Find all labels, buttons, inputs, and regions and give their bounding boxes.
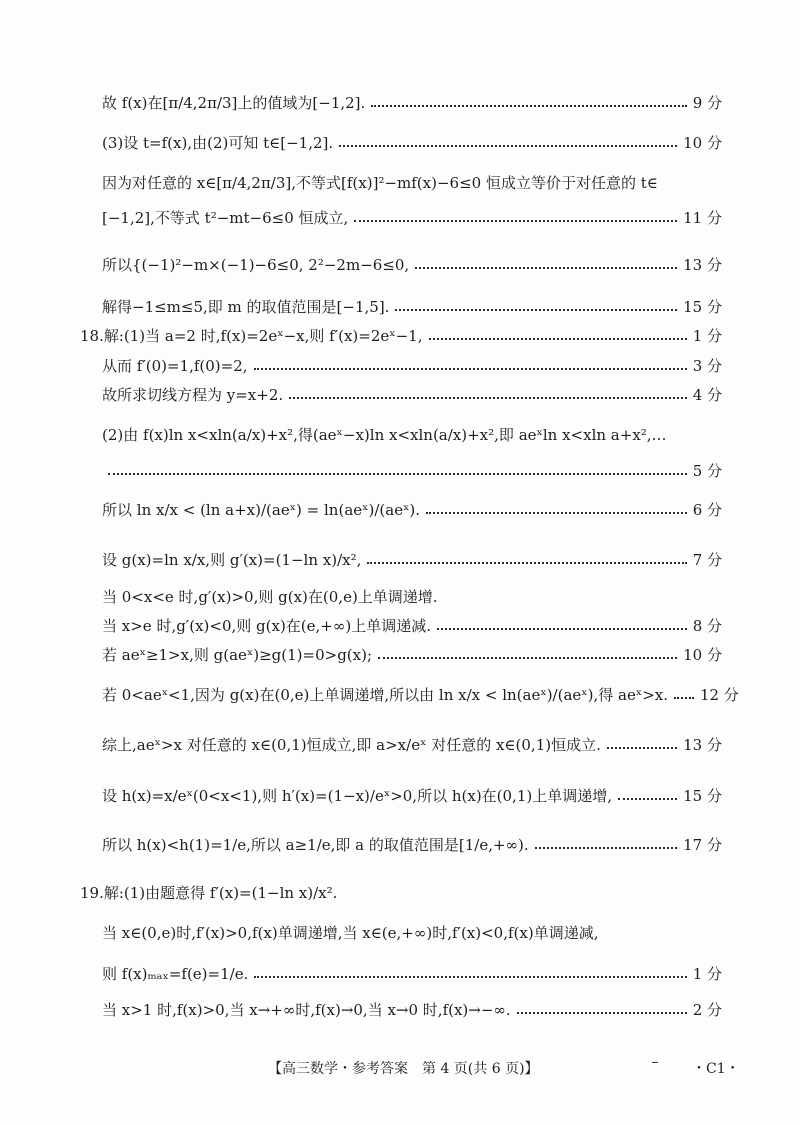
line-text: 所以{(−1)²−m×(−1)−6≤0, 2²−2m−6≤0, bbox=[102, 256, 410, 274]
line-text: 设 h(x)=x/eˣ(0<x<1),则 h′(x)=(1−x)/eˣ>0,所以 h(x)在(0,1)上单调递增, bbox=[102, 787, 612, 805]
line-text: 故 f(x)在[π/4,2π/3]上的值域为[−1,2]. bbox=[102, 94, 366, 112]
leader-dots bbox=[674, 697, 694, 699]
line-text: 若 0<aeˣ<1,因为 g(x)在(0,e)上单调递增,所以由 ln x/x < ln(aeˣ)/(aeˣ),得 aeˣ>x. bbox=[102, 686, 668, 704]
line-text: 所以 ln x/x < (ln a+x)/(aeˣ) = ln(aeˣ)/(aeˣ). bbox=[102, 501, 421, 519]
line-9 bbox=[102, 388, 722, 403]
score: 13 分 bbox=[683, 736, 722, 754]
score: 10 分 bbox=[683, 134, 722, 152]
line-text: 则 f(x)ₘₐₓ=f(e)=1/e. bbox=[102, 965, 249, 983]
score: 17 分 bbox=[683, 836, 722, 854]
leader-dots bbox=[371, 105, 686, 107]
score: 15 分 bbox=[683, 298, 722, 316]
leader-dots bbox=[339, 145, 677, 147]
line-23 bbox=[102, 967, 722, 982]
line-text: 所以 h(x)<h(1)=1/e,所以 a≥1/e,即 a 的取值范围是[1/e,+∞). bbox=[102, 836, 529, 854]
line-text: 18.解:(1)当 a=2 时,f(x)=2eˣ−x,则 f′(x)=2eˣ−1, bbox=[80, 327, 423, 345]
line-20 bbox=[102, 838, 722, 853]
leader-dots bbox=[367, 562, 686, 564]
line-12 bbox=[102, 503, 722, 518]
score: 3 分 bbox=[692, 357, 722, 375]
line-19 bbox=[102, 789, 722, 804]
line-1 bbox=[102, 96, 722, 111]
leader-dots bbox=[289, 397, 687, 399]
footer-title: 【高三数学・参考答案 第 4 页(共 6 页)】 bbox=[268, 1061, 539, 1077]
line-text: 当 x∈(0,e)时,f′(x)>0,f(x)单调递增,当 x∈(e,+∞)时,f′(x)<0,f(x)单调递减, bbox=[102, 924, 599, 942]
line-text: 因为对任意的 x∈[π/4,2π/3],不等式[f(x)]²−mf(x)−6≤0 恒成立等价于对任意的 t∈ bbox=[102, 174, 658, 192]
score: 1 分 bbox=[692, 327, 722, 345]
line-22 bbox=[102, 926, 722, 941]
leader-dots bbox=[395, 309, 677, 311]
leader-dots bbox=[517, 1012, 687, 1014]
leader-dots bbox=[535, 847, 677, 849]
line-13 bbox=[102, 553, 722, 568]
leader-dots bbox=[254, 976, 686, 978]
footer-code: ・C1・ bbox=[692, 1061, 740, 1077]
line-24 bbox=[102, 1003, 722, 1018]
score: 6 分 bbox=[692, 501, 722, 519]
score: 7 分 bbox=[692, 551, 722, 569]
line-17 bbox=[102, 686, 739, 704]
line-text: (2)由 f(x)ln x<xln(a/x)+x²,得(aeˣ−x)ln x<xln(a/x)+x²,即 aeˣln x<xln a+x²,… bbox=[102, 426, 667, 444]
score: 1 分 bbox=[692, 965, 722, 983]
line-text: [−1,2],不等式 t²−mt−6≤0 恒成立, bbox=[102, 209, 349, 227]
score: 12 分 bbox=[700, 686, 739, 704]
line-text: 若 aeˣ≥1>x,则 g(aeˣ)≥g(1)=0>g(x); bbox=[102, 646, 373, 664]
score: 8 分 bbox=[692, 617, 722, 635]
line-text: 从而 f′(0)=1,f(0)=2, bbox=[102, 357, 248, 375]
score: 10 分 bbox=[683, 646, 722, 664]
line-7 bbox=[80, 329, 722, 344]
leader-dots bbox=[437, 628, 687, 630]
line-text: 19.解:(1)由题意得 f′(x)=(1−ln x)/x². bbox=[80, 884, 338, 902]
line-18 bbox=[102, 738, 722, 753]
score: 15 分 bbox=[683, 787, 722, 805]
line-8 bbox=[102, 359, 722, 374]
line-text: 设 g(x)=ln x/x,则 g′(x)=(1−ln x)/x², bbox=[102, 551, 362, 569]
leader-dots bbox=[429, 338, 687, 340]
score: 4 分 bbox=[692, 386, 722, 404]
line-16 bbox=[102, 648, 722, 663]
footer-mark bbox=[652, 1062, 658, 1063]
leader-dots bbox=[254, 368, 687, 370]
line-3 bbox=[102, 176, 722, 191]
line-11 bbox=[102, 464, 722, 479]
line-text: 解得−1≤m≤5,即 m 的取值范围是[−1,5]. bbox=[102, 298, 390, 316]
line-text: 当 0<x<e 时,g′(x)>0,则 g(x)在(0,e)上单调递增. bbox=[102, 588, 438, 606]
line-21 bbox=[80, 886, 722, 901]
line-2 bbox=[102, 136, 722, 151]
leader-dots bbox=[426, 512, 687, 514]
leader-dots bbox=[415, 267, 677, 269]
line-14 bbox=[102, 590, 722, 605]
score: 9 分 bbox=[692, 94, 722, 112]
line-text: 综上,aeˣ>x 对任意的 x∈(0,1)恒成立,即 a>x/eˣ 对任意的 x∈(0,1)恒成立. bbox=[102, 736, 601, 754]
line-text: 当 x>e 时,g′(x)<0,则 g(x)在(e,+∞)上单调递减. bbox=[102, 617, 431, 635]
score: 2 分 bbox=[692, 1001, 722, 1019]
line-6 bbox=[102, 300, 722, 315]
line-4 bbox=[102, 211, 722, 226]
line-10 bbox=[102, 428, 722, 443]
line-5 bbox=[102, 258, 722, 273]
line-text: 当 x>1 时,f(x)>0,当 x→+∞时,f(x)→0,当 x→0 时,f(x)→−∞. bbox=[102, 1001, 511, 1019]
leader-dots bbox=[618, 798, 677, 800]
leader-dots bbox=[607, 747, 677, 749]
line-text: 故所求切线方程为 y=x+2. bbox=[102, 386, 284, 404]
leader-dots bbox=[108, 473, 687, 475]
leader-dots bbox=[378, 657, 677, 659]
line-text: (3)设 t=f(x),由(2)可知 t∈[−1,2]. bbox=[102, 134, 334, 152]
line-15 bbox=[102, 619, 722, 634]
score: 13 分 bbox=[683, 256, 722, 274]
score: 5 分 bbox=[692, 462, 722, 480]
leader-dots bbox=[354, 220, 677, 222]
score: 11 分 bbox=[683, 209, 722, 227]
